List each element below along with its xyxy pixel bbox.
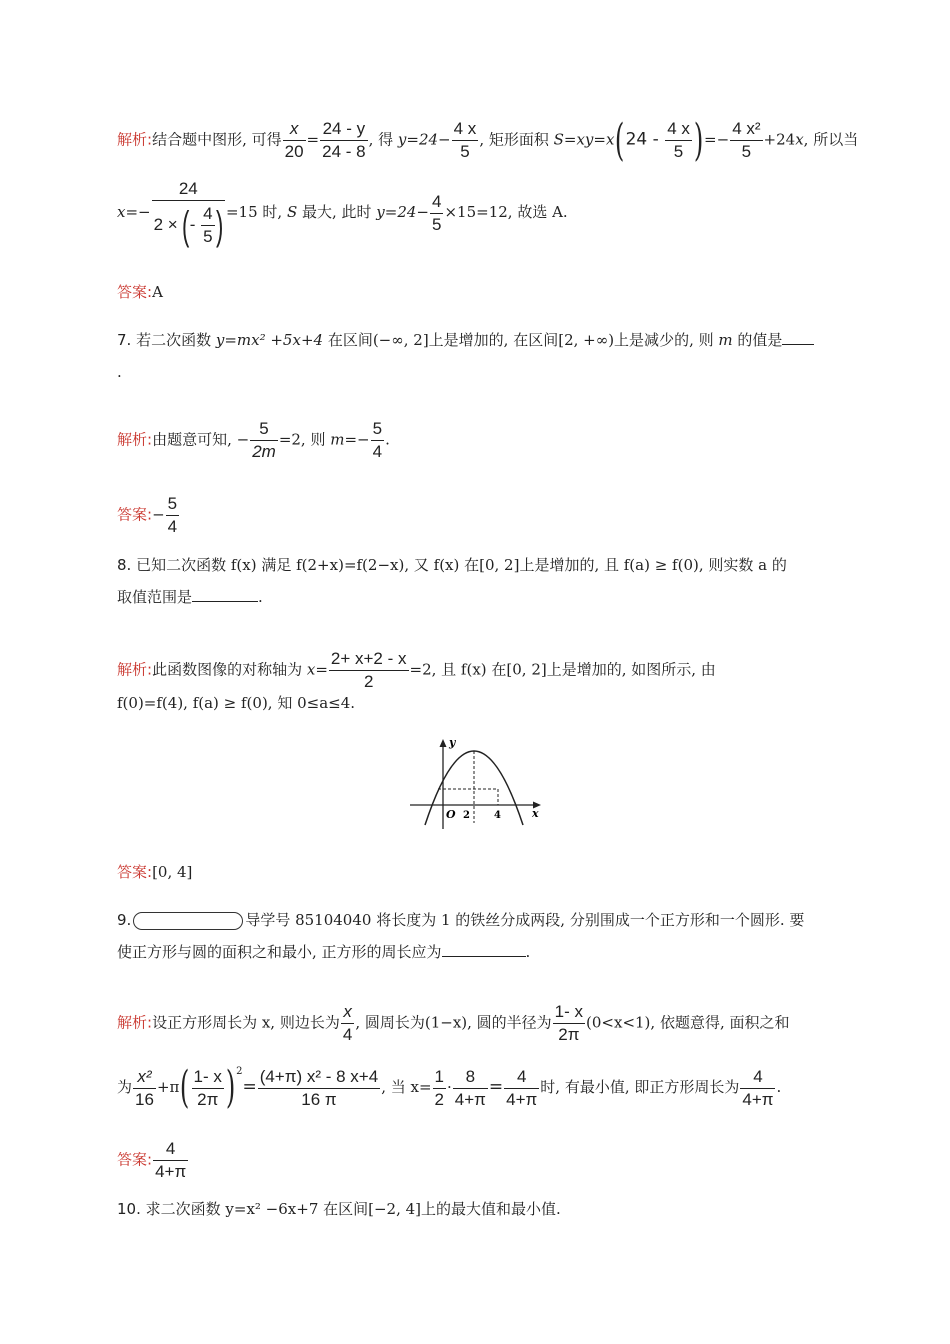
text: =15 时, xyxy=(225,203,287,221)
y-axis-arrow xyxy=(440,739,447,747)
fraction: $\frac{\text{(4+π) x² - 8 x+4}}{16 \pi}$ xyxy=(259,1066,379,1109)
tick-4: 4 xyxy=(494,810,501,821)
text: . xyxy=(258,588,263,606)
fraction: $\frac{8}{4+\pi}$ xyxy=(454,1066,486,1109)
fraction: $\frac{x}{4}$ xyxy=(342,1002,353,1044)
p6-answer xyxy=(117,282,163,302)
q10-stem xyxy=(117,1199,561,1219)
text: , 所以当 xyxy=(803,130,859,149)
expr: x=− xyxy=(117,203,151,221)
answer-label: 答案: xyxy=(117,283,153,301)
equals: = xyxy=(488,1077,504,1097)
text: ×15=12, 故选 A. xyxy=(444,203,568,221)
parabola-graph xyxy=(405,733,545,831)
text: 若二次函数 xyxy=(131,331,216,349)
text: 的值是 xyxy=(732,331,783,349)
fraction: 24 2 × (- $\frac{4}{5}$ ) xyxy=(153,179,223,248)
expr: 24 - xyxy=(625,129,665,150)
q7-stem xyxy=(117,330,814,350)
left-paren: ( xyxy=(180,1062,190,1113)
text: 时, 有最小值, 即正方形周长为 xyxy=(540,1078,740,1096)
fraction: $\frac{5}{4}$ xyxy=(167,494,178,536)
text: , 圆周长为(1−x), 圆的半径为 xyxy=(355,1013,552,1032)
fraction: $\frac{4}{4+\pi}$ xyxy=(506,1066,538,1109)
text: 在区间(−∞, 2]上是增加的, 在区间[2, +∞)上是减少的, 则 xyxy=(323,331,719,349)
text: f(0)=f(4), f(a) ≥ f(0), 知 0≤a≤4. xyxy=(117,694,356,712)
fraction: $\frac{1- x}{2\pi}$ xyxy=(193,1066,222,1109)
expr: y=24− xyxy=(376,203,429,221)
fraction: $\frac{2+ x+2 - x}{2}$ xyxy=(330,649,407,691)
question-number: 7. xyxy=(117,331,132,349)
equals: = xyxy=(306,130,320,149)
answer-label: 答案: xyxy=(117,1150,153,1169)
text: 设正方形周长为 x, 则边长为 xyxy=(152,1013,340,1032)
answer-blank[interactable] xyxy=(192,587,258,602)
text: +π xyxy=(156,1078,180,1096)
text: 已知二次函数 f(x) 满足 f(2+x)=f(2−x), 又 f(x) 在[0, 2]上是增加的, 且 f(a) ≥ f(0), 则实数 a 的 xyxy=(136,556,787,574)
text: . xyxy=(385,430,390,449)
q8-stem-line1 xyxy=(117,555,787,575)
answer-label: 答案: xyxy=(117,505,153,524)
text: , 矩形面积 xyxy=(479,130,554,149)
q9-analysis-line2 xyxy=(117,1062,781,1111)
answer-blank[interactable] xyxy=(782,330,814,345)
answer-value: [0, 4] xyxy=(152,863,193,881)
fraction: $\frac{\text{4 x²}}{5}$ xyxy=(732,119,761,161)
equals: = xyxy=(242,1077,257,1097)
fraction: $\frac{5}{2m}$ xyxy=(252,419,276,461)
text: , 当 x= xyxy=(381,1078,432,1096)
fraction: $\frac{1- x}{2\pi}$ xyxy=(554,1002,584,1044)
text: (0<x<1), 依题意得, 面积之和 xyxy=(586,1013,790,1032)
q8-analysis-line1 xyxy=(117,648,716,693)
fraction: $\frac{4 x}{5}$ xyxy=(453,119,477,161)
fraction: $\frac{5}{4}$ xyxy=(372,419,383,461)
text: . xyxy=(776,1078,782,1096)
text: − xyxy=(152,505,165,524)
text: . xyxy=(117,363,122,381)
expr: y=mx² +5x+4 xyxy=(215,331,324,349)
text: 由题意可知, − xyxy=(152,430,250,449)
q7-analysis xyxy=(117,418,390,463)
expr: x= xyxy=(306,660,328,679)
text: =− xyxy=(704,130,730,149)
fraction: $\frac{24 - y}{24 - 8}$ xyxy=(322,119,366,161)
q9-stem-line2 xyxy=(117,942,530,962)
var: x xyxy=(795,130,804,149)
text: 求二次函数 y=x² −6x+7 在区间[−2, 4]上的最大值和最小值. xyxy=(140,1200,561,1218)
right-paren: ) xyxy=(693,114,704,166)
left-paren: ( xyxy=(615,114,625,166)
q9-answer xyxy=(117,1138,189,1183)
expr: m=− xyxy=(330,430,370,449)
fraction: $\frac{4}{4+\pi}$ xyxy=(155,1139,187,1181)
q9-stem-line1 xyxy=(117,910,804,930)
dot: · xyxy=(447,1078,452,1096)
text: =2, 则 xyxy=(278,430,331,449)
q8-answer xyxy=(117,862,192,882)
text: , 得 xyxy=(368,130,398,149)
exponent: 2 xyxy=(236,1066,243,1077)
question-number: 10. xyxy=(117,1200,141,1218)
tick-2: 2 xyxy=(463,810,470,821)
text: 最大, 此时 xyxy=(297,203,377,221)
q7-answer xyxy=(117,493,180,538)
text: . xyxy=(525,943,531,961)
expr: y=24− xyxy=(397,130,451,149)
text: =2, 且 f(x) 在[0, 2]上是增加的, 如图所示, 由 xyxy=(409,660,716,679)
question-number: 9. xyxy=(117,911,132,929)
fraction: $\frac{1}{2}$ xyxy=(434,1066,444,1109)
expr: S=xy=x xyxy=(553,130,615,149)
question-number: 8. xyxy=(117,556,132,574)
text: 结合题中图形, 可得 xyxy=(152,130,282,149)
x-label: x xyxy=(532,807,539,820)
text: 为 xyxy=(117,1078,133,1096)
analysis-label: 解析: xyxy=(117,430,153,449)
fraction: $\frac{4 x}{5}$ xyxy=(667,119,690,161)
var: S xyxy=(286,203,298,221)
answer-blank[interactable] xyxy=(442,942,526,957)
analysis-label: 解析: xyxy=(117,130,153,149)
p6-analysis-line2 xyxy=(117,178,568,248)
var: m xyxy=(718,331,733,349)
answer-value: A xyxy=(152,283,163,301)
right-paren: ) xyxy=(225,1062,236,1113)
q7-stem-tail xyxy=(117,362,122,382)
p6-analysis-line1 xyxy=(117,114,859,166)
fraction: $\frac{\text{x²}}{16}$ xyxy=(135,1066,154,1109)
text: +24 xyxy=(763,130,796,149)
text: 此函数图像的对称轴为 xyxy=(152,660,307,679)
guide-tag xyxy=(133,912,243,930)
fraction: $\frac{4}{5}$ xyxy=(432,191,442,234)
text: 取值范围是 xyxy=(117,588,193,606)
text: 使正方形与圆的面积之和最小, 正方形的周长应为 xyxy=(117,943,442,961)
fraction: $\frac{x}{20}$ xyxy=(284,119,304,161)
analysis-label: 解析: xyxy=(117,660,153,679)
q8-analysis-line2 xyxy=(117,693,355,713)
origin-label: O xyxy=(446,808,456,821)
text: 导学号 85104040 将长度为 1 的铁丝分成两段, 分别围成一个正方形和一个圆形. 要 xyxy=(245,911,805,929)
fraction: $\frac{4}{4+\pi}$ xyxy=(742,1066,774,1109)
answer-label: 答案: xyxy=(117,863,153,881)
q9-analysis-line1 xyxy=(117,1001,789,1046)
analysis-label: 解析: xyxy=(117,1013,153,1032)
y-label: y xyxy=(449,736,456,749)
q8-stem-line2 xyxy=(117,587,263,607)
